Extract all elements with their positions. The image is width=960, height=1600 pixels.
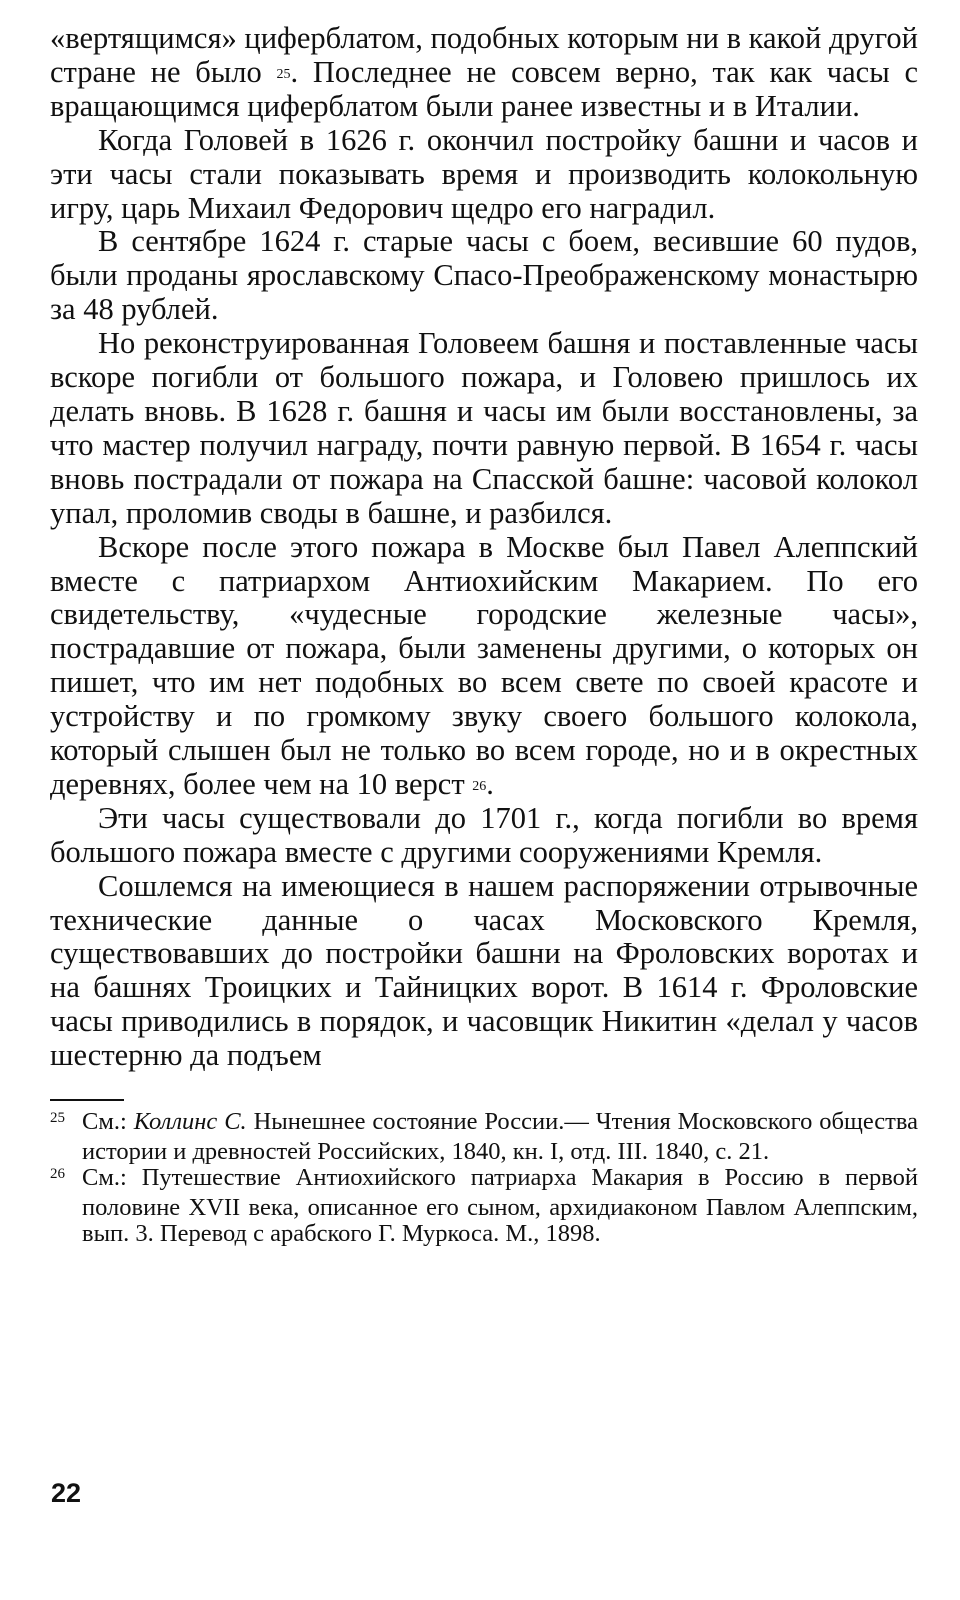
paragraph-7: Сошлемся на имеющиеся в нашем распоряжении отрывочные технические данные о часах Московского Кремля, существовавших до постройки башни на Фроловских воротах и на башнях Троицких и Тайницких ворот. В 1614 г. Фроловские часы приводились в порядок, и часовщик Никитин «делал у часов шестерню да подъем — [50, 868, 918, 1073]
footnotes — [50, 1109, 918, 1248]
footnote-25-text: Нынешнее состояние России.— Чтения Московского общества истории и древностей Российских, 1840, кн. I, отд. III. 1840, с. 21. — [82, 1108, 919, 1165]
footnote-ref-26: 26 — [472, 778, 487, 794]
paragraph-4: Но реконструированная Головеем башня и поставленные часы вскоре погибли от большого пожара, и Головею пришлось их делать вновь. В 1628 г. башня и часы им были восстановлены, за что мастер получил награду, почти равную первой. В 1654 г. часы вновь пострадали от пожара на Спасской башне: часовой колокол упал, проломив своды в башне, и разбился. — [50, 326, 918, 530]
paragraph-5-text: Вскоре после этого пожара в Москве был Павел Алеппский вместе с патриархом Антиохийским Макарием. По его свидетельству, «чудесные городские железные часы», пострадавшие от пожара, были заменены другими, о которых он пишет, что им нет подобных во всем свете по своей красоте и устройству и по громкому звуку своего большого колокола, который слышен был не только во всем городе, но и в окрестных деревнях, более чем на 10 верст — [50, 529, 918, 801]
footnote-25-prefix: См.: — [82, 1108, 127, 1136]
paragraph-1-text: «вертящимся» циферблатом, подобных которым ни в какой другой стране не было — [50, 21, 918, 89]
footnote-25 — [50, 1109, 918, 1165]
book-page — [50, 22, 918, 1248]
main-text — [50, 22, 918, 1073]
footnote-26 — [50, 1165, 918, 1248]
paragraph-2: Когда Головей в 1626 г. окончил постройку башни и часов и эти часы стали показывать время и производить колокольную игру, царь Михаил Федорович щедро его наградил. — [50, 122, 918, 225]
footnote-ref-25: 25 — [276, 66, 291, 82]
footnote-25-author: Коллинс С. — [133, 1108, 247, 1136]
footnote-25-number: 25 — [50, 1110, 65, 1127]
paragraph-1-tail: . Последнее не совсем верно, так как часы с вращающимся циферблатом были ранее известны и в Италии. — [50, 54, 918, 123]
footnote-26-text: См.: Путешествие Антиохийского патриарха Макария в Россию в первой половине XVII века, описанное его сыном, архидиаконом Павлом Алеппским, вып. 3. Перевод с арабского Г. Муркоса. М., 1898. — [82, 1164, 918, 1248]
footnote-divider — [50, 1099, 124, 1101]
paragraph-1 — [50, 22, 918, 124]
paragraph-6: Эти часы существовали до 1701 г., когда погибли во время большого пожара вместе с другими сооружениями Кремля. — [50, 800, 918, 869]
footnote-26-number: 26 — [50, 1166, 65, 1183]
paragraph-5 — [50, 531, 918, 802]
page-number: 22 — [51, 1478, 82, 1508]
paragraph-5-tail: . — [486, 766, 494, 801]
paragraph-3: В сентябре 1624 г. старые часы с боем, весившие 60 пудов, были проданы ярославскому Спасо-Преображенскому монастырю за 48 рублей. — [50, 224, 918, 327]
